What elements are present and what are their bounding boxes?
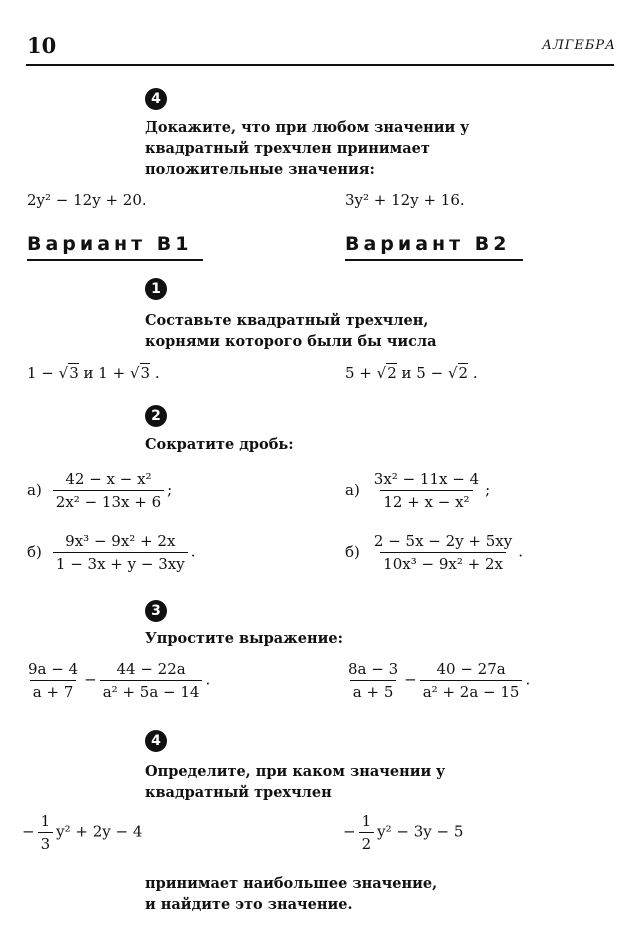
instruction-line: квадратный трехчлен	[145, 784, 332, 801]
sqrt-sign: √	[447, 364, 458, 382]
task-4-expr-right: 3y² + 12y + 16.	[345, 191, 465, 209]
task-3-right-expr: $\frac{8a - 3}{a + 5}$ − $\frac{40 - 27a}{\text{a² + 2a − 15}}$ .	[342, 660, 530, 701]
instruction-line: и найдите это значение.	[145, 896, 353, 913]
instruction-line: Составьте квадратный трехчлен,	[145, 312, 429, 329]
task-1-badge: 1	[145, 278, 167, 300]
instruction-line: квадратный трехчлен принимает	[145, 140, 430, 157]
task-4-expr-left: 2y² − 12y + 20.	[27, 191, 147, 209]
task-1-right-roots: 5 + √2 и 5 − √2 .	[345, 364, 478, 382]
fraction: $\frac{44 - 22a}{\text{a² + 5a − 14}}$	[100, 660, 203, 701]
variant-b1-underline	[27, 259, 203, 261]
task-1-instruction	[145, 310, 437, 352]
fraction: $\frac{1}{3}$	[38, 812, 54, 853]
fraction: $\frac{\text{3x² − 11x − 4}}{\text{12 + x − x²}}$	[373, 470, 480, 511]
task-2-right-b: б) $\frac{2 - 5x - 2y + 5xy}{\text{10x³ − 9x² + 2x}}$ .	[345, 532, 524, 573]
header-rule	[26, 64, 614, 66]
page-number: 10	[27, 33, 57, 58]
task-4b-left-expr: − $\frac{1}{3}$ y² + 2y − 4	[22, 812, 143, 853]
task-4-instruction	[145, 117, 469, 180]
task-3-instruction: Упростите выражение:	[145, 630, 343, 647]
task-2-right-a: а) $\frac{\text{3x² − 11x − 4}}{\text{12 + x − x²}}$ ;	[345, 470, 491, 511]
variant-b2-heading: Вариант В2	[345, 233, 511, 255]
sqrt-sign: √	[376, 364, 387, 382]
task-4b-right-expr: − $\frac{1}{2}$ y² − 3y − 5	[343, 812, 464, 853]
task-4-badge: 4	[145, 88, 167, 110]
instruction-line: принимает наибольшее значение,	[145, 875, 438, 892]
instruction-line: положительные значения:	[145, 161, 375, 178]
task-1-left-roots: 1 − √3 и 1 + √3 .	[27, 364, 160, 382]
task-3-badge: 3	[145, 600, 167, 622]
fraction: $\frac{\text{42 − x − x²}}{\text{2x² − 13x + 6}}$	[53, 470, 164, 511]
fraction: $\frac{\text{9x³ − 9x² + 2x}}{1 - 3x + y - 3xy}$	[53, 532, 188, 573]
task-2-left-b: б) $\frac{\text{9x³ − 9x² + 2x}}{1 - 3x + y - 3xy}$ .	[27, 532, 196, 573]
instruction-line: Определите, при каком значении y	[145, 763, 445, 780]
fraction: $\frac{1}{2}$	[359, 812, 375, 853]
variant-b2-underline	[345, 259, 523, 261]
task-4b-instruction	[145, 761, 445, 803]
sqrt-sign: √	[129, 364, 140, 382]
fraction: $\frac{2 - 5x - 2y + 5xy}{\text{10x³ − 9x² + 2x}}$	[373, 532, 513, 573]
section-title: АЛГЕБРА	[542, 38, 616, 53]
instruction-line: Докажите, что при любом значении y	[145, 119, 469, 136]
fraction: $\frac{8a - 3}{a + 5}$	[348, 660, 399, 701]
task-2-left-a: а) $\frac{\text{42 − x − x²}}{\text{2x² − 13x + 6}}$ ;	[27, 470, 173, 511]
task-2-badge: 2	[145, 405, 167, 427]
instruction-line: корнями которого были бы числа	[145, 333, 437, 350]
variant-b1-heading: Вариант В1	[27, 233, 193, 255]
sqrt-sign: √	[58, 364, 69, 382]
task-3-left-expr: $\frac{9a - 4}{a + 7}$ − $\frac{44 - 22a}{\text{a² + 5a − 14}}$ .	[22, 660, 210, 701]
task-2-instruction: Сократите дробь:	[145, 436, 294, 453]
task-4b-closing	[145, 873, 437, 915]
fraction: $\frac{40 - 27a}{\text{a² + 2a − 15}}$	[420, 660, 523, 701]
task-4b-badge: 4	[145, 730, 167, 752]
fraction: $\frac{9a - 4}{a + 7}$	[28, 660, 79, 701]
